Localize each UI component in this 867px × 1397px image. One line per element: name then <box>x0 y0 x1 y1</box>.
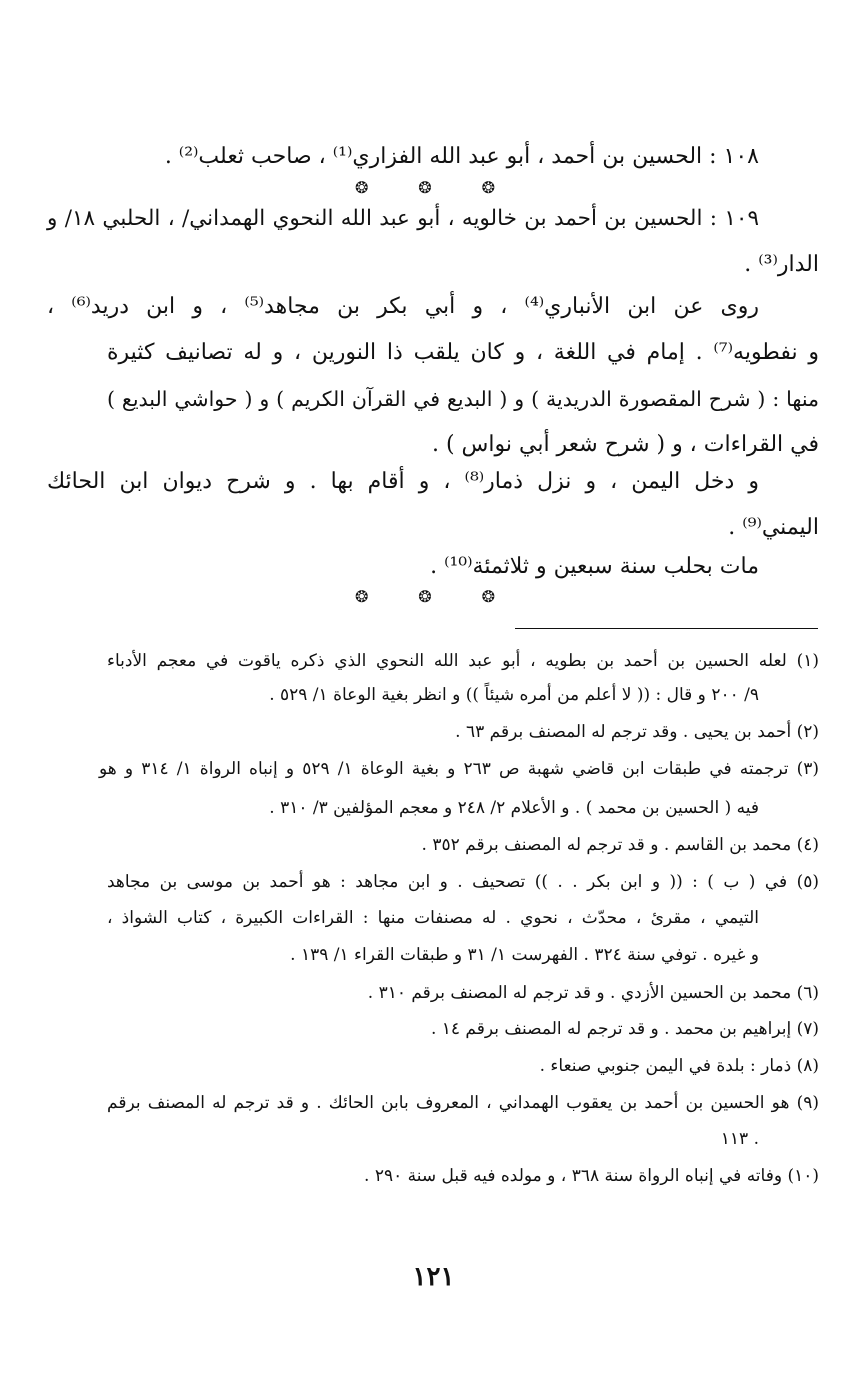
footnote-line: و غيره . توفي سنة ٣٢٤ . الفهرست ١/ ٣١ و طبقات القراء ١/ ١٣٩ . <box>290 945 759 965</box>
ornament-star-icon: ❂ <box>481 587 495 606</box>
footnote-line: ١١٣ . <box>720 1129 759 1149</box>
entry-108-heading: ١٠٨ : الحسين بن أحمد ، أبو عبد الله الفزاري⁽¹⁾ ، صاحب ثعلب⁽²⁾ . <box>164 144 759 169</box>
section-end-ornament <box>355 587 495 607</box>
footnote-line: فيه ( الحسين بن محمد ) . و الأعلام ٢/ ٢٤٨ و معجم المؤلفين ٣/ ٣١٠ . <box>269 798 759 818</box>
footnote-line: (٣) ترجمته في طبقات ابن قاضي شهبة ص ٢٦٣ و بغية الوعاة ١/ ٥٢٩ و إنباه الرواة ١/ ٣١٤ و هو <box>99 759 820 779</box>
footnote-line: (٤) محمد بن القاسم . و قد ترجم له المصنف برقم ٣٥٢ . <box>421 835 819 855</box>
entry-109-heading-line-1: ١٠٩ : الحسين بن أحمد بن خالويه ، أبو عبد الله النحوي الهمداني/ ، الحلبي ١٨/ و <box>47 206 760 231</box>
footnote-line: (٧) إبراهيم بن محمد . و قد ترجم له المصنف برقم ١٤ . <box>430 1019 819 1039</box>
ornament-star-icon: ❂ <box>418 178 432 197</box>
ornament-star-icon: ❂ <box>355 587 369 606</box>
footnote-line: ٩/ ٢٠٠ و قال : (( لا أعلم من أمره شيئاً )) و انظر بغية الوعاة ١/ ٥٢٩ . <box>269 685 759 705</box>
footnote-line: (٦) محمد بن الحسين الأزدي . و قد ترجم له المصنف برقم ٣١٠ . <box>367 983 819 1003</box>
footnote-divider <box>515 628 818 629</box>
body-line: و دخل اليمن ، و نزل ذمار⁽⁸⁾ ، و أقام بها . و شرح ديوان ابن الحائك <box>47 469 759 494</box>
body-line: مات بحلب سنة سبعين و ثلاثمئة⁽¹⁰⁾ . <box>430 554 759 579</box>
body-line: منها : ( شرح المقصورة الدريدية ) و ( البديع في القرآن الكريم ) و ( حواشي البديع ) <box>107 387 819 411</box>
ornament-star-icon: ❂ <box>418 587 432 606</box>
entry-109-heading-line-2: الدار⁽³⁾ . <box>744 252 819 277</box>
footnote-line: (٨) ذمار : بلدة في اليمن جنوبي صنعاء . <box>539 1056 819 1076</box>
page-number: ١٢١ <box>412 1262 455 1292</box>
ornament-star-icon: ❂ <box>481 178 495 197</box>
footnote-line: (٢) أحمد بن يحيى . وقد ترجم له المصنف برقم ٦٣ . <box>455 722 819 742</box>
footnote-line: (٩) هو الحسين بن أحمد بن يعقوب الهمداني ، المعروف بابن الحائك . و قد ترجم له المصنف برقم <box>107 1093 819 1113</box>
ornament-star-icon: ❂ <box>355 178 369 197</box>
footnote-line: (١) لعله الحسين بن أحمد بن بطويه ، أبو عبد الله النحوي الذي ذكره ياقوت في معجم الأدباء <box>107 651 819 671</box>
entry-separator <box>355 178 495 198</box>
body-line: في القراءات ، و ( شرح شعر أبي نواس ) . <box>431 432 819 457</box>
footnote-line: التيمي ، مقرئ ، محدّث ، نحوي . له مصنفات منها : القراءات الكبيرة ، كتاب الشواذ ، <box>107 908 759 928</box>
body-line: اليمني⁽⁹⁾ . <box>728 515 819 540</box>
body-line: روى عن ابن الأنباري⁽⁴⁾ ، و أبي بكر بن مجاهد⁽⁵⁾ ، و ابن دريد⁽⁶⁾ ، <box>47 294 759 319</box>
footnote-line: (٥) في ( ب ) : (( و ابن بكر . . )) تصحيف . و ابن مجاهد : هو أحمد بن موسى بن مجاهد <box>107 872 819 892</box>
body-line: و نفطويه⁽⁷⁾ . إمام في اللغة ، و كان يلقب ذا النورين ، و له تصانيف كثيرة <box>107 340 819 365</box>
footnote-line: (١٠) وفاته في إنباه الرواة سنة ٣٦٨ ، و مولده فيه قبل سنة ٢٩٠ . <box>364 1166 819 1186</box>
